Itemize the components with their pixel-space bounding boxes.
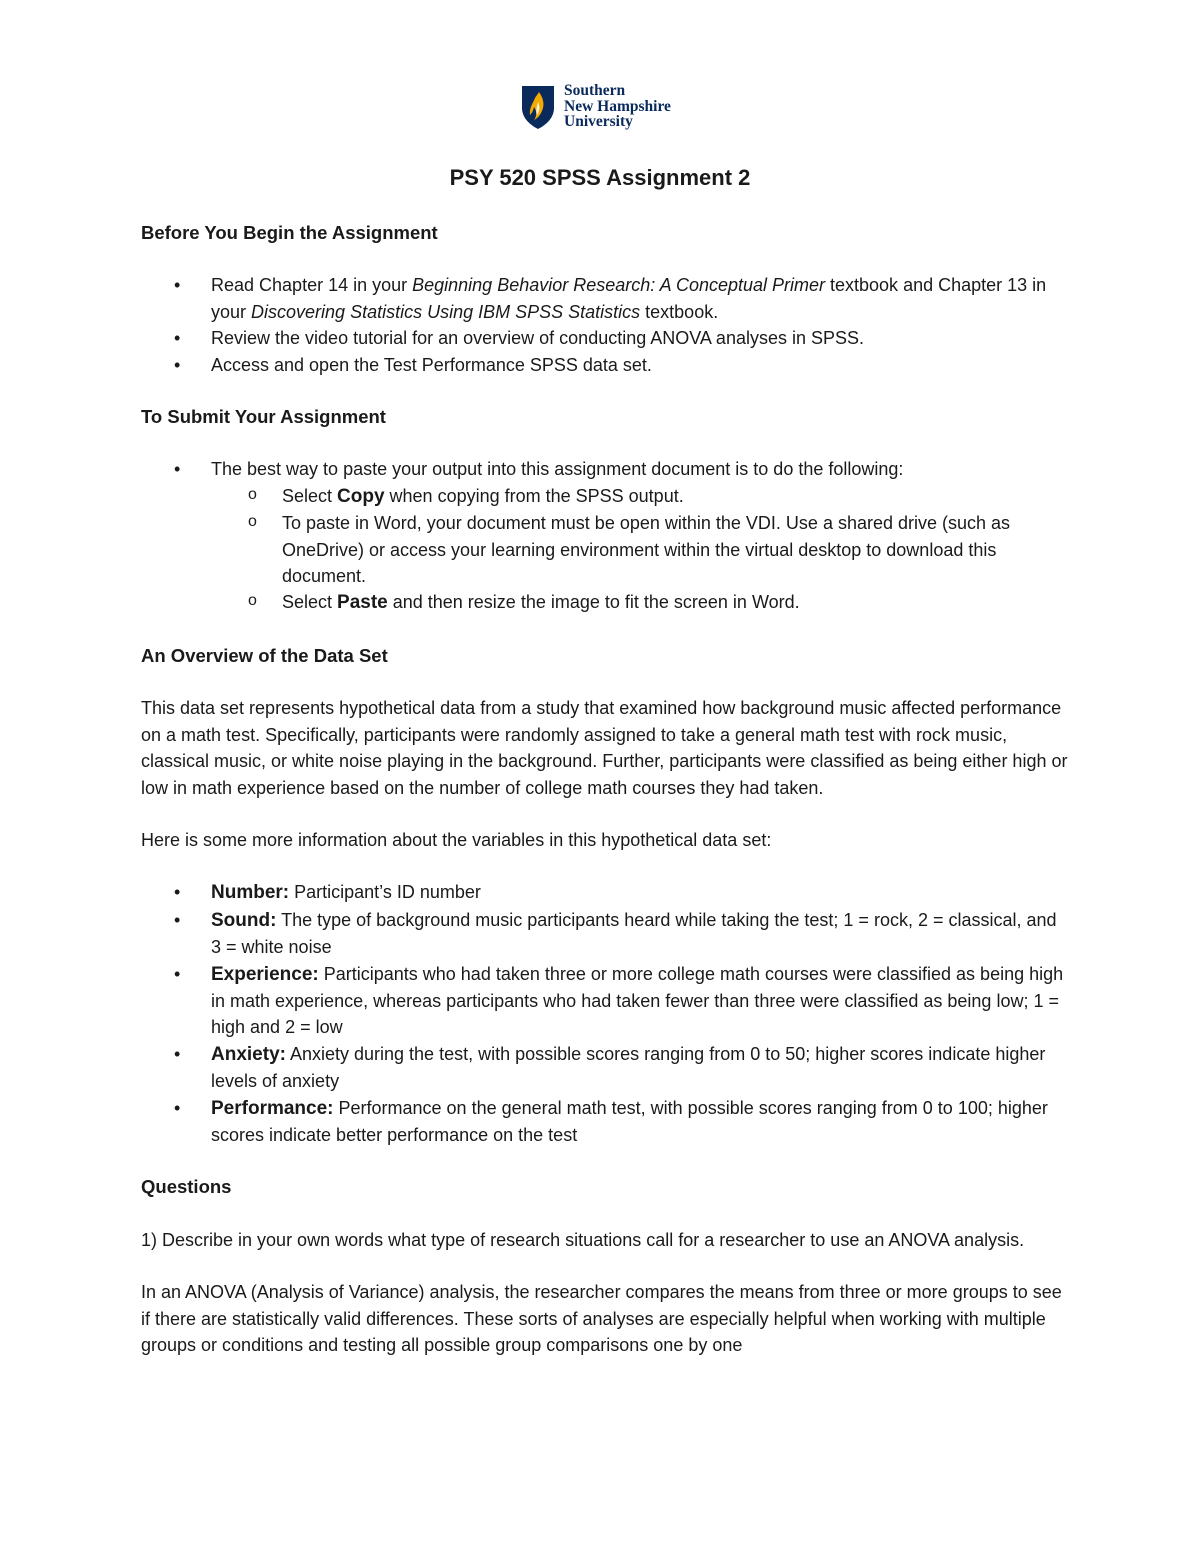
- list-item: • The best way to paste your output into this assignment document is to do the following:: [141, 456, 1071, 482]
- variables-intro: Here is some more information about the variables in this hypothetical data set:: [141, 829, 772, 850]
- before-list: [141, 272, 1071, 378]
- submit-list: [141, 456, 1071, 482]
- section-heading-before: Before You Begin the Assignment: [141, 222, 438, 243]
- question-1: 1) Describe in your own words what type of research situations call for a researcher to use an ANOVA analysis.: [141, 1229, 1025, 1250]
- list-item: • Review the video tutorial for an overview of conducting ANOVA analyses in SPSS.: [141, 325, 1071, 351]
- variable-item: • Number: Participant’s ID number: [141, 879, 1071, 906]
- sub-list-item: o Select Paste and then resize the image to fit the screen in Word.: [211, 589, 1071, 616]
- sub-list-item: o Select Copy when copying from the SPSS output.: [211, 483, 1071, 510]
- variable-term: Performance:: [211, 1097, 334, 1119]
- university-logo: [520, 84, 671, 132]
- variable-term: Sound:: [211, 909, 277, 931]
- variable-item: • Anxiety: Anxiety during the test, with possible scores ranging from 0 to 50; higher scores indicate higher levels of anxiety: [141, 1041, 1071, 1095]
- variable-item: • Performance: Performance on the general math test, with possible scores ranging from 0 to 100; higher scores indicate better performance on the test: [141, 1095, 1071, 1149]
- document-title: PSY 520 SPSS Assignment 2: [449, 165, 751, 190]
- sub-list-item: o To paste in Word, your document must be open within the VDI. Use a shared drive (such as OneDrive) or access your learning environment within the virtual desktop to download this document.: [211, 510, 1071, 589]
- variable-term: Anxiety:: [211, 1043, 286, 1065]
- list-item: • Access and open the Test Performance SPSS data set.: [141, 352, 1071, 378]
- section-heading-questions: Questions: [141, 1176, 232, 1198]
- section-heading-submit: To Submit Your Assignment: [141, 406, 386, 428]
- flame-shield-icon: [520, 84, 556, 130]
- variable-item: • Experience: Participants who had taken three or more college math courses were classified as being high in math experience, whereas participants who had taken fewer than three were classified as being low; 1 = high and 2 = low: [141, 961, 1071, 1041]
- variable-term: Number:: [211, 882, 290, 904]
- answer-1: In an ANOVA (Analysis of Variance) analysis, the researcher compares the means from three or more groups to see if there are statistically valid differences. These sorts of analyses are especially helpful when working with multiple groups or conditions and testing all possible group comparisons one by one: [141, 1282, 1062, 1355]
- variable-item: • Sound: The type of background music participants heard while taking the test; 1 = rock, 2 = classical, and 3 = white noise: [141, 907, 1071, 961]
- document-body: [141, 220, 1071, 1358]
- submit-sublist: [141, 483, 1071, 617]
- logo-wordmark: [564, 83, 671, 130]
- logo-line: Southern: [564, 82, 626, 99]
- section-heading-overview: An Overview of the Data Set: [141, 644, 388, 666]
- logo-line: New Hampshire: [564, 97, 671, 115]
- variables-list: [141, 879, 1071, 1148]
- book-title: Discovering Statistics Using IBM SPSS Statistics: [251, 301, 641, 322]
- variable-term: Experience:: [211, 963, 319, 985]
- list-item: • Read Chapter 14 in your Beginning Behavior Research: A Conceptual Primer textbook and Chapter 13 in your Discovering Statistics Using IBM SPSS Statistics textbook.: [141, 272, 1071, 325]
- overview-paragraph: This data set represents hypothetical data from a study that examined how background music affected performance on a math test. Specifically, participants were randomly assigned to take a general math test with rock music, classical music, or white noise playing in the background. Further, participants were classified as being either high or low in math experience based on the number of college math courses they had taken.: [141, 698, 1068, 798]
- logo-line: University: [564, 113, 633, 130]
- book-title: Beginning Behavior Research: A Conceptual Primer: [412, 275, 826, 296]
